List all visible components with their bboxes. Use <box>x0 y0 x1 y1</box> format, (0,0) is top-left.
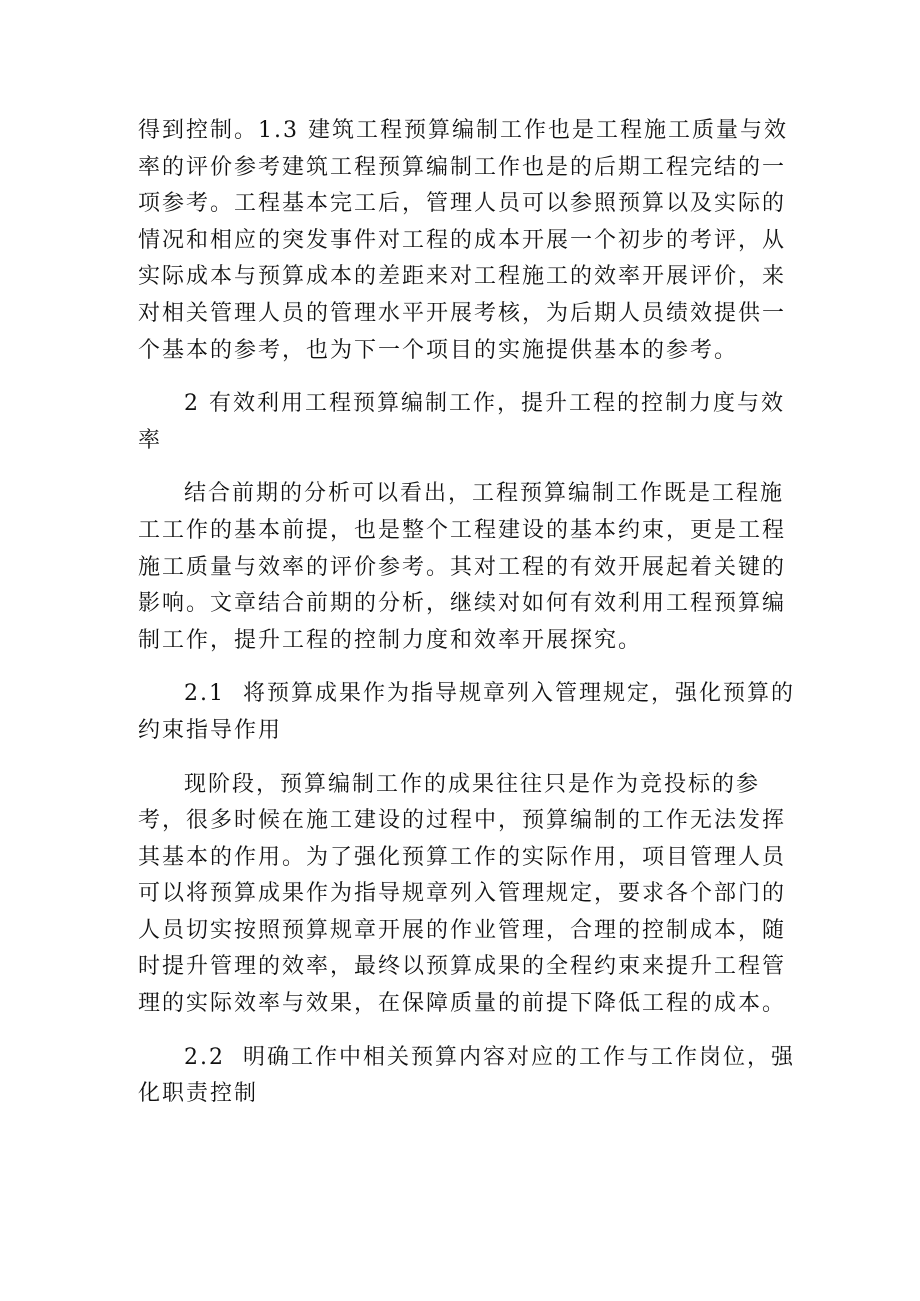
subsection-title-2-2: 明确工作中相关预算内容对应的工作与工作岗位，强化职责控制 <box>138 1044 796 1107</box>
subsection-number-2-1: 2.1 <box>184 681 225 707</box>
subsection-title-2-1: 将预算成果作为指导规章列入管理规定，强化预算的约束指导作用 <box>138 681 796 743</box>
paragraph-budget-evaluation: 得到控制。1.3 建筑工程预算编制工作也是工程施工质量与效率的评价参考建筑工程预算编制工作也是的后期工程完结的一项参考。工程基本完工后，管理人员可以参照预算以及实际的情况和相应的突发事件对工程的成本开展一个初步的考评，从实际成本与预算成本的差距来对工程施工的效率开展评价，来对相关管理人员的管理水平开展考核，为后期人员绩效提供一个基本的参考，也为下一个项目的实施提供基本的参考。 <box>138 118 788 363</box>
subsection-heading-2-2 <box>138 1040 800 1113</box>
paragraph-analysis-summary: 结合前期的分析可以看出，工程预算编制工作既是工程施工工作的基本前提，也是整个工程建设的基本约束，更是工程施工质量与效率的评价参考。其对工程的有效开展起着关键的影响。文章结合前期的分析，继续对如何有效利用工程预算编制工作，提升工程的控制力度和效率开展探究。 <box>138 481 787 653</box>
paragraph-budget-rules: 现阶段，预算编制工作的成果往往只是作为竞投标的参考，很多时候在施工建设的过程中，预算编制的工作无法发挥其基本的作用。为了强化预算工作的实际作用，项目管理人员可以将预算成果作为指导规章列入管理规定，要求各个部门的人员切实按照预算规章开展的作业管理，合理的控制成本，随时提升管理的效率，最终以预算成果的全程约束来提升工程管理的实际效率与效果，在保障质量的前提下降低工程的成本。 <box>138 771 787 1017</box>
section-heading-2: 2 有效利用工程预算编制工作，提升工程的控制力度与效率 <box>138 391 785 453</box>
subsection-heading-2-1 <box>138 676 800 749</box>
subsection-number-2-2: 2.2 <box>184 1044 225 1070</box>
